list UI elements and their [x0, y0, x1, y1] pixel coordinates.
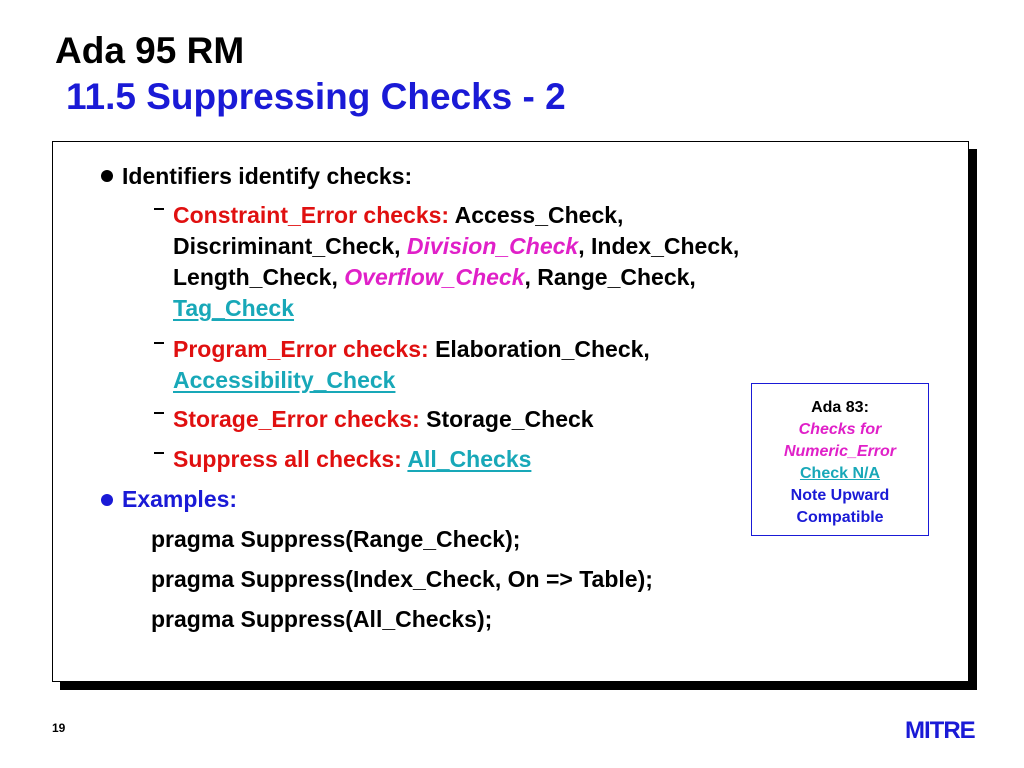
code-line-3: pragma Suppress(All_Checks); [151, 606, 493, 632]
dash-icon [154, 342, 164, 344]
note-line-3: Numeric_Error [783, 443, 897, 460]
constraint-line-3 [173, 262, 696, 292]
dash-icon [154, 412, 164, 414]
range-check: , Range_Check, [524, 264, 696, 290]
code-line-1: pragma Suppress(Range_Check); [151, 526, 521, 552]
note-line-5: Note Upward [790, 487, 890, 504]
program-label: Program_Error checks: [173, 336, 429, 362]
elaboration-check: Elaboration_Check, [435, 336, 650, 362]
constraint-line-4 [173, 293, 294, 323]
code-line-2: pragma Suppress(Index_Check, On => Table); [151, 566, 653, 592]
storage-line [173, 404, 594, 434]
access-check: Access_Check, [454, 202, 624, 228]
tag-check-link[interactable]: Tag_Check [173, 295, 295, 321]
slide-subtitle: 11.5 Suppressing Checks - 2 [66, 76, 566, 117]
mitre-logo: MITRE [905, 717, 975, 744]
constraint-line-2 [173, 231, 739, 261]
program-line-1 [173, 334, 650, 364]
program-line-2 [173, 365, 395, 395]
slide-title: Ada 95 RM [55, 30, 245, 71]
constraint-label: Constraint_Error checks: [173, 202, 450, 228]
index-check: , Index_Check, [578, 233, 740, 259]
dash-icon [154, 452, 164, 454]
accessibility-check-link[interactable]: Accessibility_Check [173, 367, 396, 393]
page-number: 19 [52, 721, 66, 735]
all-checks-link[interactable]: All_Checks [407, 446, 532, 472]
note-line-2: Checks for [798, 421, 882, 438]
bullet-examples: Examples: [122, 486, 238, 512]
constraint-line-1 [173, 200, 623, 230]
note-line-4[interactable]: Check N/A [799, 465, 881, 482]
dash-icon [154, 208, 164, 210]
bullet-identifiers: Identifiers identify checks: [122, 163, 413, 189]
division-check: Division_Check [406, 233, 579, 259]
note-heading: Ada 83: [811, 399, 869, 416]
suppress-all-label: Suppress all checks: [173, 446, 402, 472]
suppress-all-line [173, 444, 531, 474]
storage-label: Storage_Error checks: [173, 406, 420, 432]
length-check: Length_Check, [173, 264, 338, 290]
bullet-icon [101, 494, 113, 506]
overflow-check: Overflow_Check [344, 264, 525, 290]
ada83-note-box [751, 383, 929, 536]
storage-check: Storage_Check [426, 406, 594, 432]
bullet-icon [101, 170, 113, 182]
discriminant-check: Discriminant_Check, [173, 233, 401, 259]
note-line-6: Compatible [796, 509, 884, 526]
